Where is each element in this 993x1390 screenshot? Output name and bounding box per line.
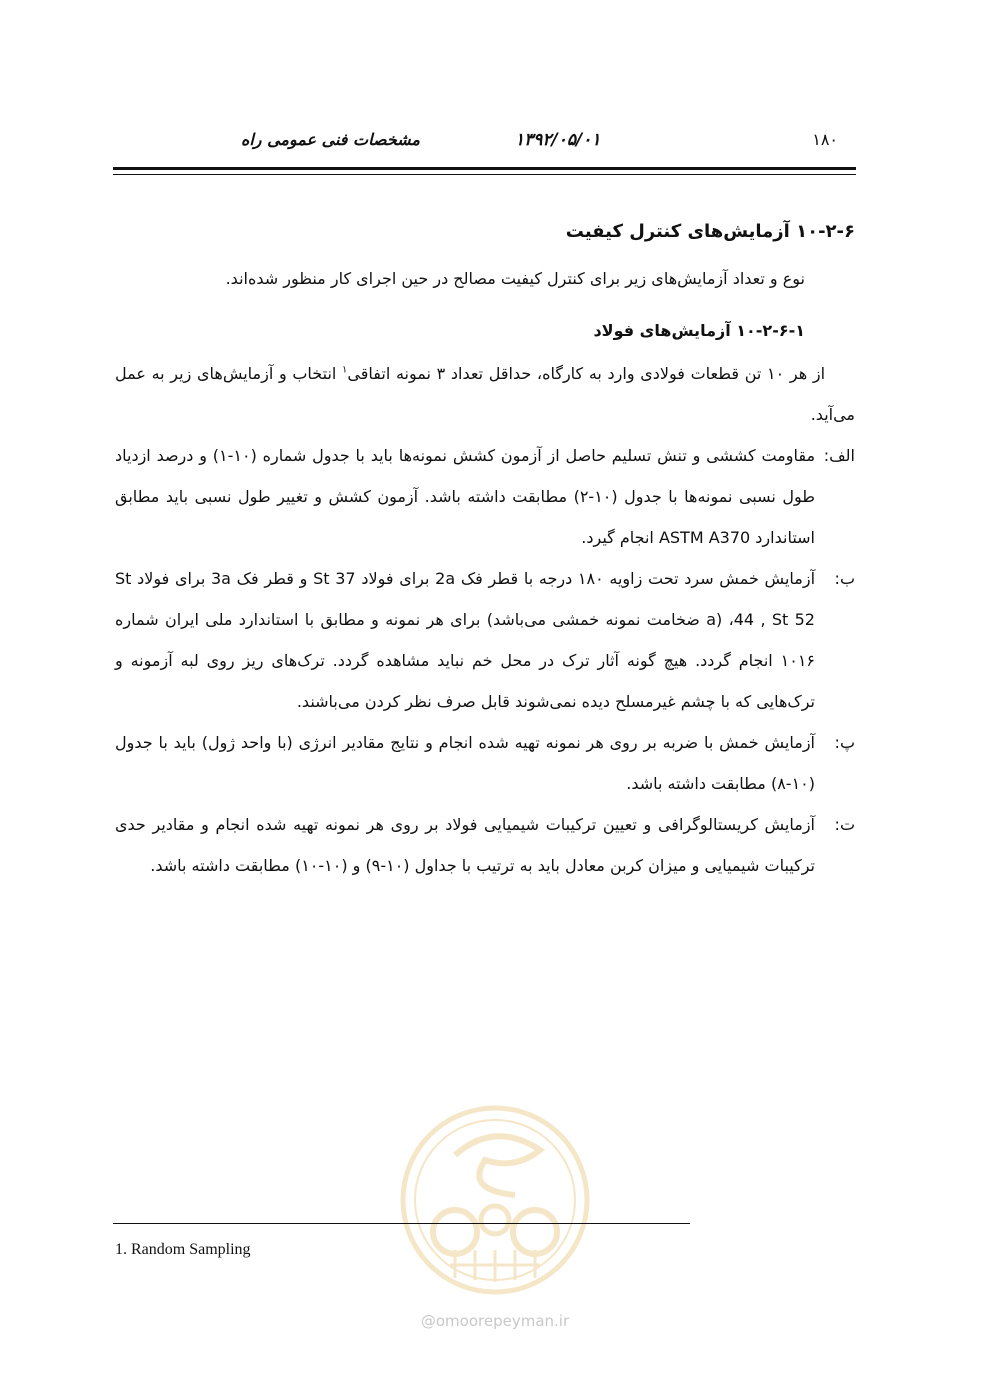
subsection-heading: ۱۰-۲-۶-۱ آزمایش‌های فولاد <box>593 321 805 340</box>
header-rule-thick <box>113 167 856 170</box>
list-item-text: آزمایش کریستالوگرافی و تعیین ترکیبات شیمیایی فولاد بر روی هر نمونه تهیه شده انجام و مقادیر حدی ترکیبات شیمیایی و میزان کربن معادل باید به ترتیب با جداول (۱۰-۹) و (۱۰-۱۰) مطابقت داشته باشد. <box>115 815 815 875</box>
section-heading: ۱۰-۲-۶ آزمایش‌های کنترل کیفیت <box>565 221 855 242</box>
header-rule-thin <box>113 174 856 175</box>
footnote: 1. Random Sampling <box>115 1241 251 1258</box>
footnote-rule <box>113 1223 690 1224</box>
page-body <box>115 210 855 886</box>
list-item <box>115 435 855 558</box>
watermark-logo-icon <box>395 1100 595 1300</box>
list-item-label: ب: <box>834 569 855 588</box>
list-item <box>115 804 855 886</box>
page-header <box>115 130 860 160</box>
page-number: ۱۸۰ <box>812 130 838 149</box>
list-item-text: آزمایش خمش با ضربه بر روی هر نمونه تهیه شده انجام و نتایج مقادیر انرژی (با واحد ژول) باید با جدول (۱۰-۸) مطابقت داشته باشد. <box>115 733 815 793</box>
subsection-paragraph <box>115 353 855 435</box>
paragraph-text-b: انتخاب و آزمایش‌های زیر به عمل می‌آید. <box>115 364 855 424</box>
section-intro: نوع و تعداد آزمایش‌های زیر برای کنترل کیفیت مصالح در حین اجرای کار منظور شده‌اند. <box>225 269 805 288</box>
list-item-label: الف: <box>823 446 855 465</box>
list-item <box>115 558 855 722</box>
list-item-label: پ: <box>834 733 855 752</box>
list-item-text: آزمایش خمش سرد تحت زاویه ۱۸۰ درجه با قطر فک 2a برای فولاد St 37 و قطر فک 3a برای فولاد St 44 , St 52، (a ضخامت نمونه خمشی می‌باشد) برای هر نمونه و مطابق با استاندارد ملی ایران شماره ۱۰۱۶ انجام گردد. هیچ گونه آثار ترک در محل خم نباید مشاهده گردد. ترک‌های ریز روی لبه آزمونه و ترک‌هایی که با چشم غیرمسلح دیده نمی‌شوند قابل صرف نظر کردن می‌باشند. <box>115 569 816 711</box>
list-item <box>115 722 855 804</box>
watermark-url: @omoorepeyman.ir <box>420 1312 570 1330</box>
paragraph-text-a: از هر ۱۰ تن قطعات فولادی وارد به کارگاه، حداقل تعداد ۳ نمونه اتفاقی <box>347 364 826 383</box>
list-item-text: مقاومت کششی و تنش تسلیم حاصل از آزمون کشش نمونه‌ها باید با جدول شماره (۱۰-۱) و درصد ازدیاد طول نسبی نمونه‌ها با جدول (۱۰-۲) مطابقت داشته باشد. آزمون کشش و تغییر طول نسبی باید مطابق استاندارد ASTM A370 انجام گیرد. <box>115 446 816 547</box>
footnote-marker: ۱ <box>342 364 348 376</box>
publication-date: ۱۳۹۲/۰۵/۰۱ <box>515 130 601 150</box>
list-item-label: ت: <box>834 815 855 834</box>
book-title: مشخصات فنی عمومی راه <box>240 130 420 149</box>
